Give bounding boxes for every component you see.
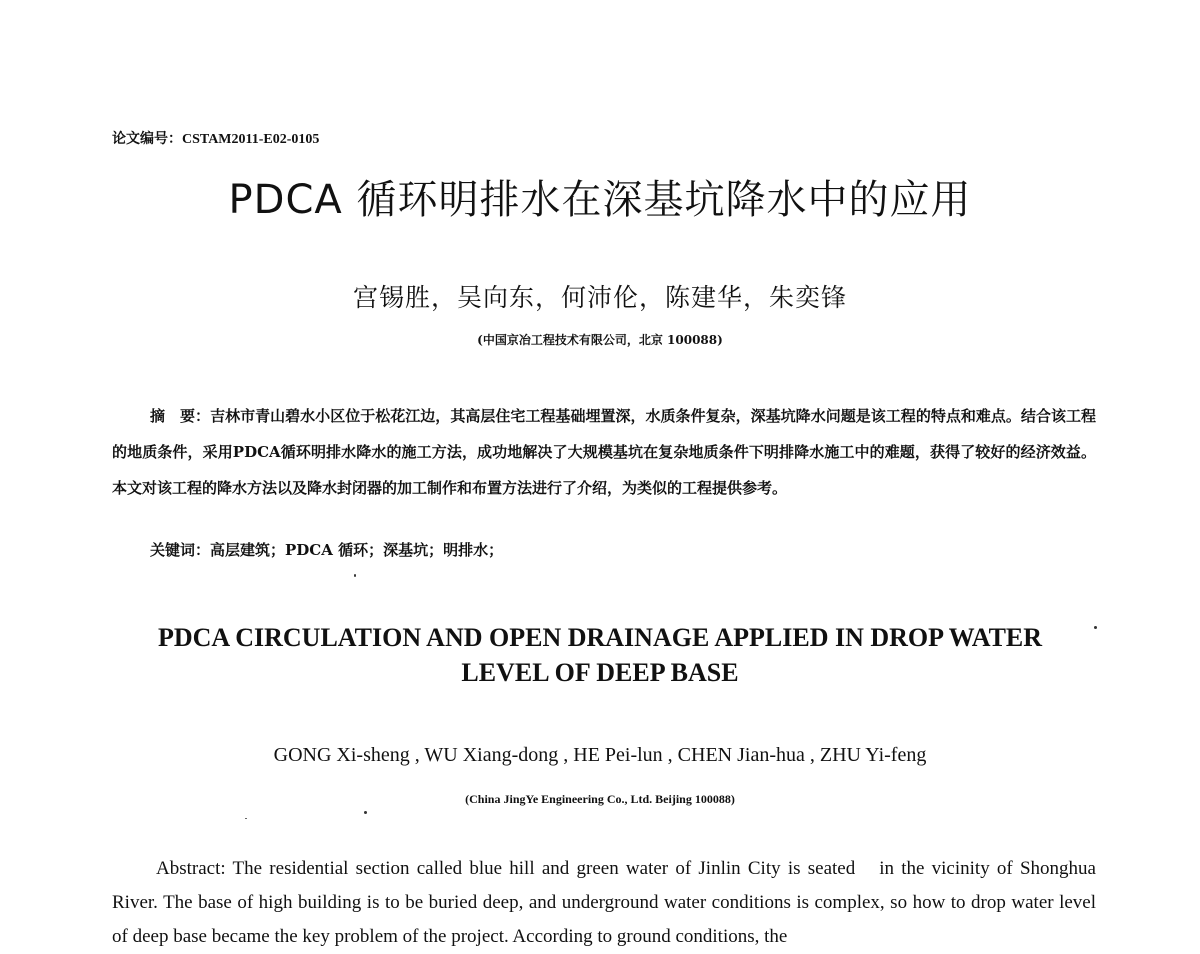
english-authors: GONG Xi-sheng , WU Xiang-dong , HE Pei-lun , CHEN Jian-hua , ZHU Yi-feng xyxy=(273,744,927,766)
scan-speck xyxy=(364,811,367,814)
chinese-keywords: 关键词：高层建筑；PDCA 循环；深基坑；明排水； xyxy=(150,541,504,559)
english-title xyxy=(0,620,1200,690)
paper-number: 论文编号：CSTAM2011-E02-0105 xyxy=(112,132,320,147)
scan-speck xyxy=(245,818,247,819)
chinese-affiliation: (中国京冶工程技术有限公司，北京 100088) xyxy=(477,333,723,347)
chinese-abstract: 摘 要：吉林市青山碧水小区位于松花江边，其高层住宅工程基础埋置深，水质条件复杂，深基坑降水问题是该工程的特点和难点。结合该工程的地质条件，采用PDCA循环明排水降水的施工方法，成功地解决了大规模基坑在复杂地质条件下明排降水施工中的难题，获得了较好的经济效益。本文对该工程的降水方法以及降水封闭器的加工制作和布置方法进行了介绍，为类似的工程提供参考。 xyxy=(112,407,1096,497)
chinese-authors: 宫锡胜，吴向东，何沛伦，陈建华，朱奕锋 xyxy=(352,283,847,312)
english-abstract: Abstract: The residential section called blue hill and green water of Jinlin City is seated in the vicinity of Shonghua River. The base of high building is to be buried deep, and underground water conditions is complex, so how to drop water level of deep base became the key problem of the project. According to ground conditions, the xyxy=(112,858,1096,947)
scan-speck xyxy=(354,574,356,577)
scan-speck xyxy=(1094,626,1097,629)
english-title-line-1: PDCA CIRCULATION AND OPEN DRAINAGE APPLIED IN DROP WATER xyxy=(157,623,1043,652)
english-affiliation: (China JingYe Engineering Co., Ltd. Beijing 100088) xyxy=(465,792,735,806)
english-title-line-2: LEVEL OF DEEP BASE xyxy=(461,658,739,687)
chinese-title: PDCA 循环明排水在深基坑降水中的应用 xyxy=(228,177,972,223)
